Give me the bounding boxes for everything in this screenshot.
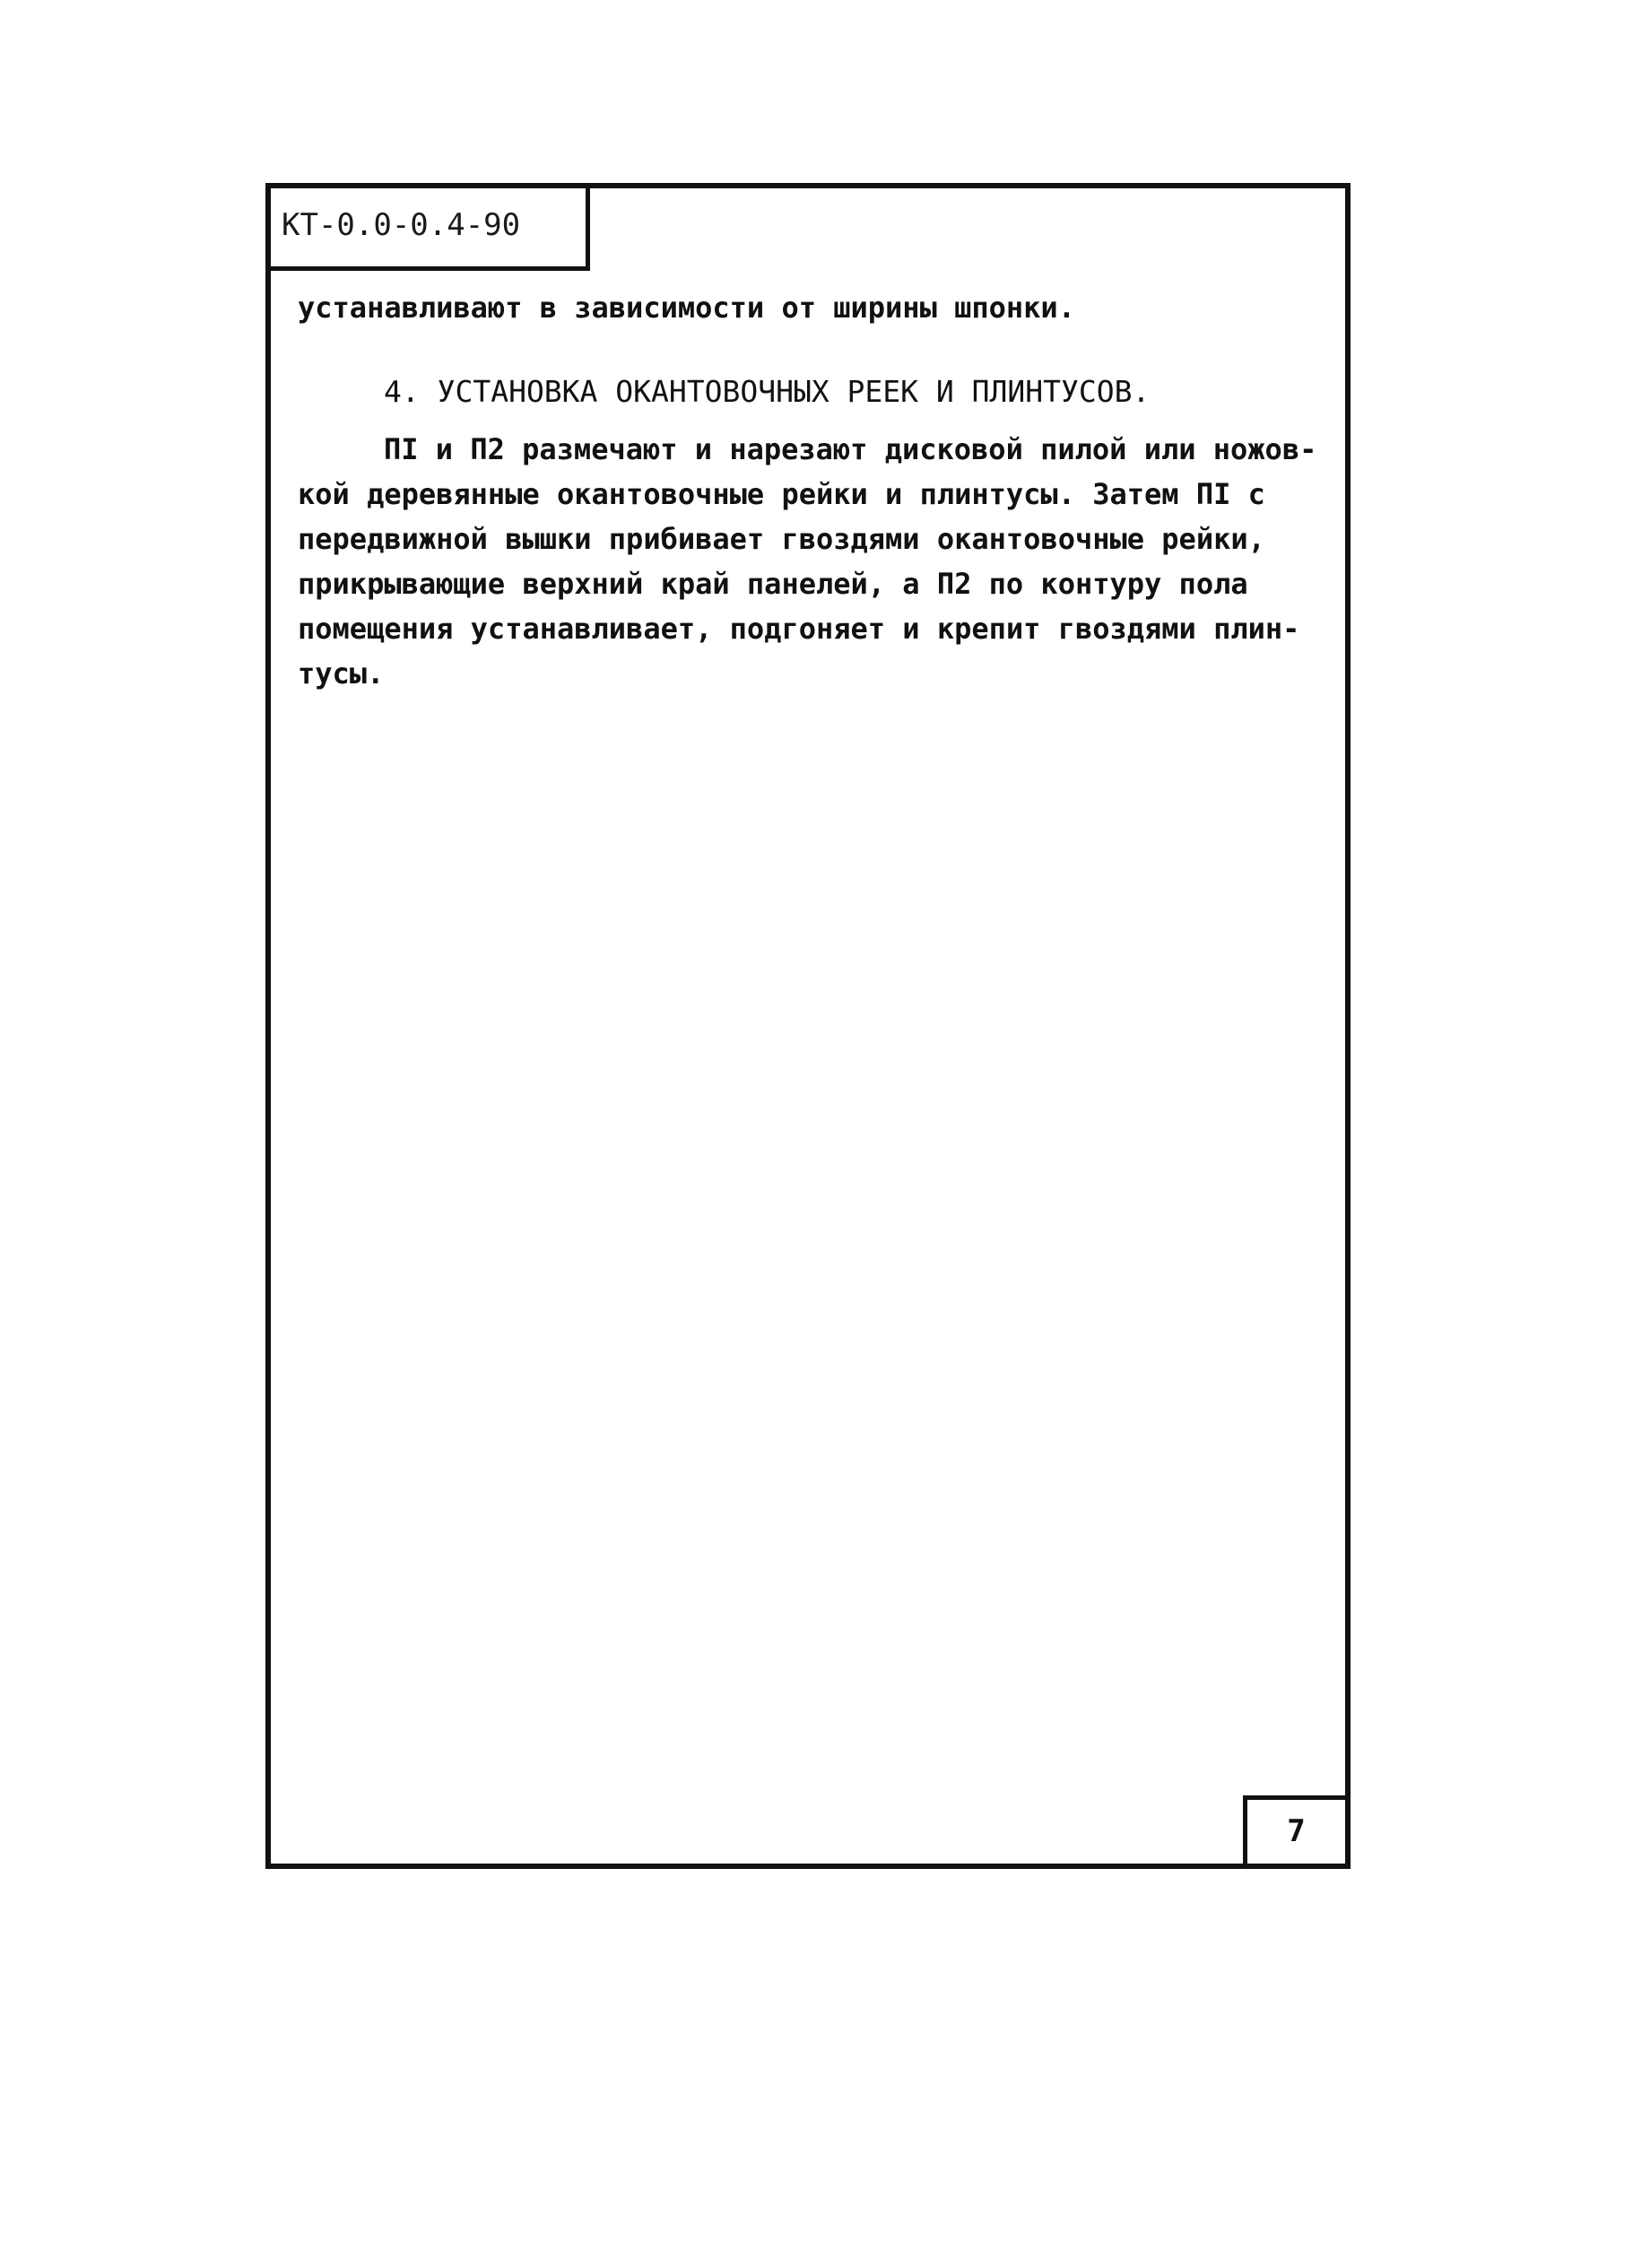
page-content (298, 285, 1329, 696)
paragraph-line: ПI и П2 размечают и нарезают дисковой пилой или ножов- (384, 432, 1317, 466)
paragraph-line: передвижной вышки прибивает гвоздями окантовочные рейки, (298, 522, 1265, 556)
page-number: 7 (1243, 1795, 1345, 1864)
section-heading: 4. УСТАНОВКА ОКАНТОВОЧНЫХ РЕЕК И ПЛИНТУСОВ. (384, 374, 1151, 409)
page-frame (265, 183, 1351, 1869)
document-code: КТ-0.0-0.4-90 (271, 188, 590, 271)
paragraph-line: тусы. (298, 656, 385, 691)
paragraph-line: прикрывающие верхний край панелей, а П2 по контуру пола (298, 567, 1248, 601)
paragraph-line: помещения устанавливает, подгоняет и крепит гвоздями плин- (298, 612, 1300, 646)
paragraph-line: кой деревянные окантовочные рейки и плинтусы. Затем ПI с (298, 477, 1265, 511)
intro-line: устанавливают в зависимости от ширины шпонки. (298, 291, 1075, 325)
paragraph (298, 427, 1329, 696)
